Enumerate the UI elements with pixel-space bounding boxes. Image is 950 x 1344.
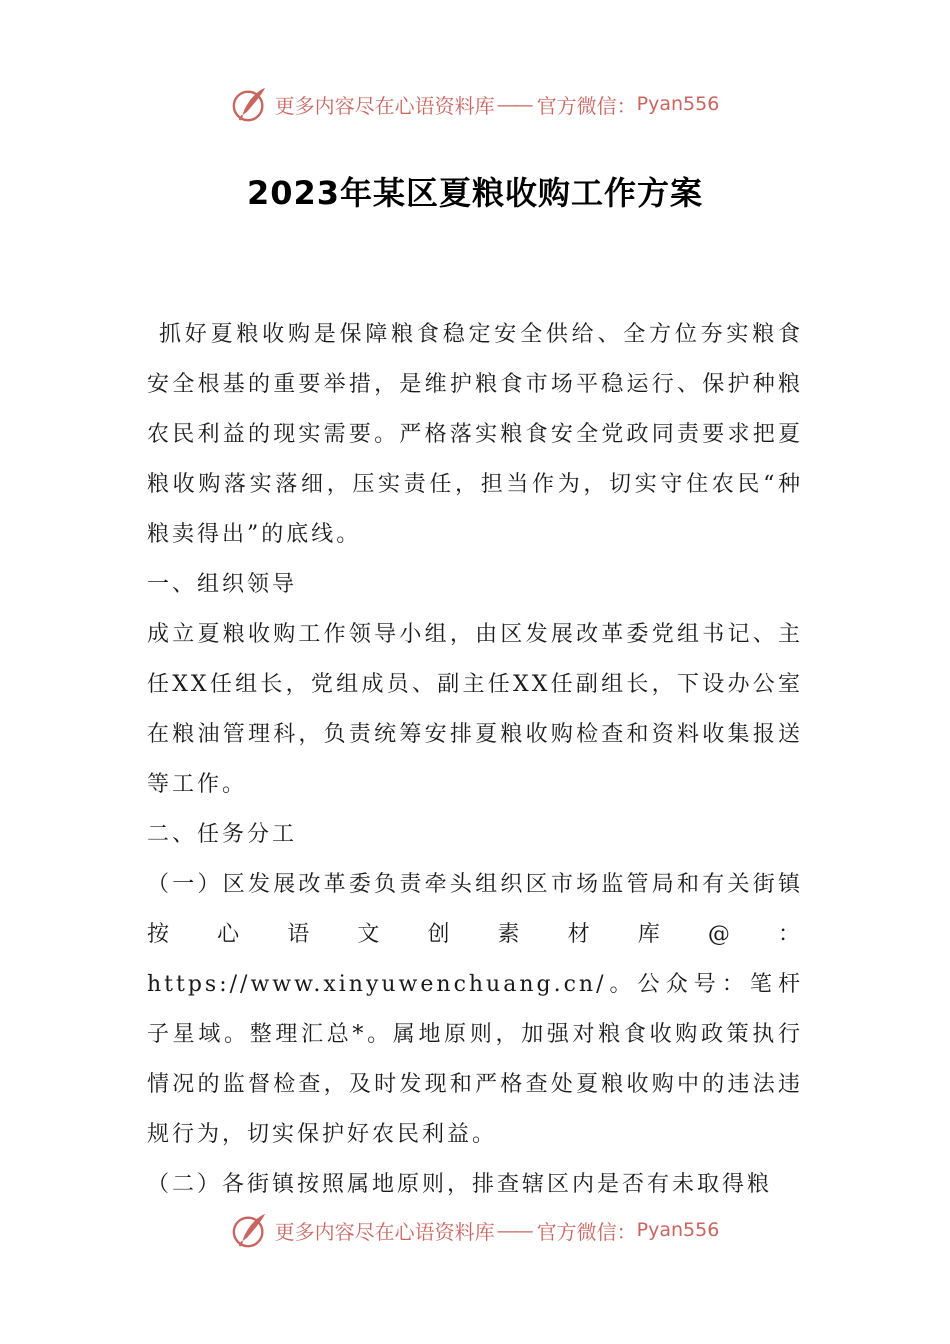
quill-pen-circle-icon — [231, 85, 269, 123]
quill-pen-circle-icon — [231, 1211, 269, 1249]
watermark-text: 更多内容尽在心语资料库 — [274, 93, 495, 118]
watermark-contact-id: Pyan556 — [636, 93, 720, 115]
watermark-contact-label: 官方微信： — [536, 93, 637, 118]
task-item-2: （二）各街镇按照属地原则，排查辖区内是否有未取得粮 — [147, 1172, 773, 1197]
organization-paragraph: 成立夏粮收购工作领导小组，由区发展改革委党组书记、主任XX任组长，党组成员、副主任XX任副组长，下设办公室在粮油管理科，负责统筹安排夏粮收购检查和资料收集报送等工作。 — [147, 622, 803, 797]
section-heading-tasks: 二、任务分工 — [147, 822, 298, 847]
watermark-dash: —— — [496, 92, 531, 116]
watermark-footer — [0, 1208, 950, 1252]
document-body — [147, 310, 803, 1210]
intro-paragraph: 抓好夏粮收购是保障粮食稳定安全供给、全方位夯实粮食安全根基的重要举措，是维护粮食市场平稳运行、保护种粮农民利益的现实需要。严格落实粮食安全党政同责要求把夏粮收购落实落细，压实责任，担当作为，切实守住农民“种粮卖得出”的底线。 — [147, 322, 803, 547]
watermark-contact-label: 官方微信： — [536, 1219, 637, 1244]
document-title: 2023年某区夏粮收购工作方案 — [246, 174, 704, 212]
watermark-text: 更多内容尽在心语资料库 — [274, 1219, 495, 1244]
watermark-header — [0, 82, 950, 126]
watermark-contact-id: Pyan556 — [636, 1219, 720, 1241]
watermark-dash: —— — [496, 1218, 531, 1242]
task-item-1: （一）区发展改革委负责牵头组织区市场监管局和有关街镇按心语文创素材库@：https://www.xinyuwenchuang.cn/。公众号：笔杆子星域。整理汇总*。属地原则，加强对粮食收购政策执行情况的监督检查，及时发现和严格查处夏粮收购中的违法违规行为，切实保护好农民利益。 — [147, 872, 803, 1147]
section-heading-organization: 一、组织领导 — [147, 572, 298, 597]
